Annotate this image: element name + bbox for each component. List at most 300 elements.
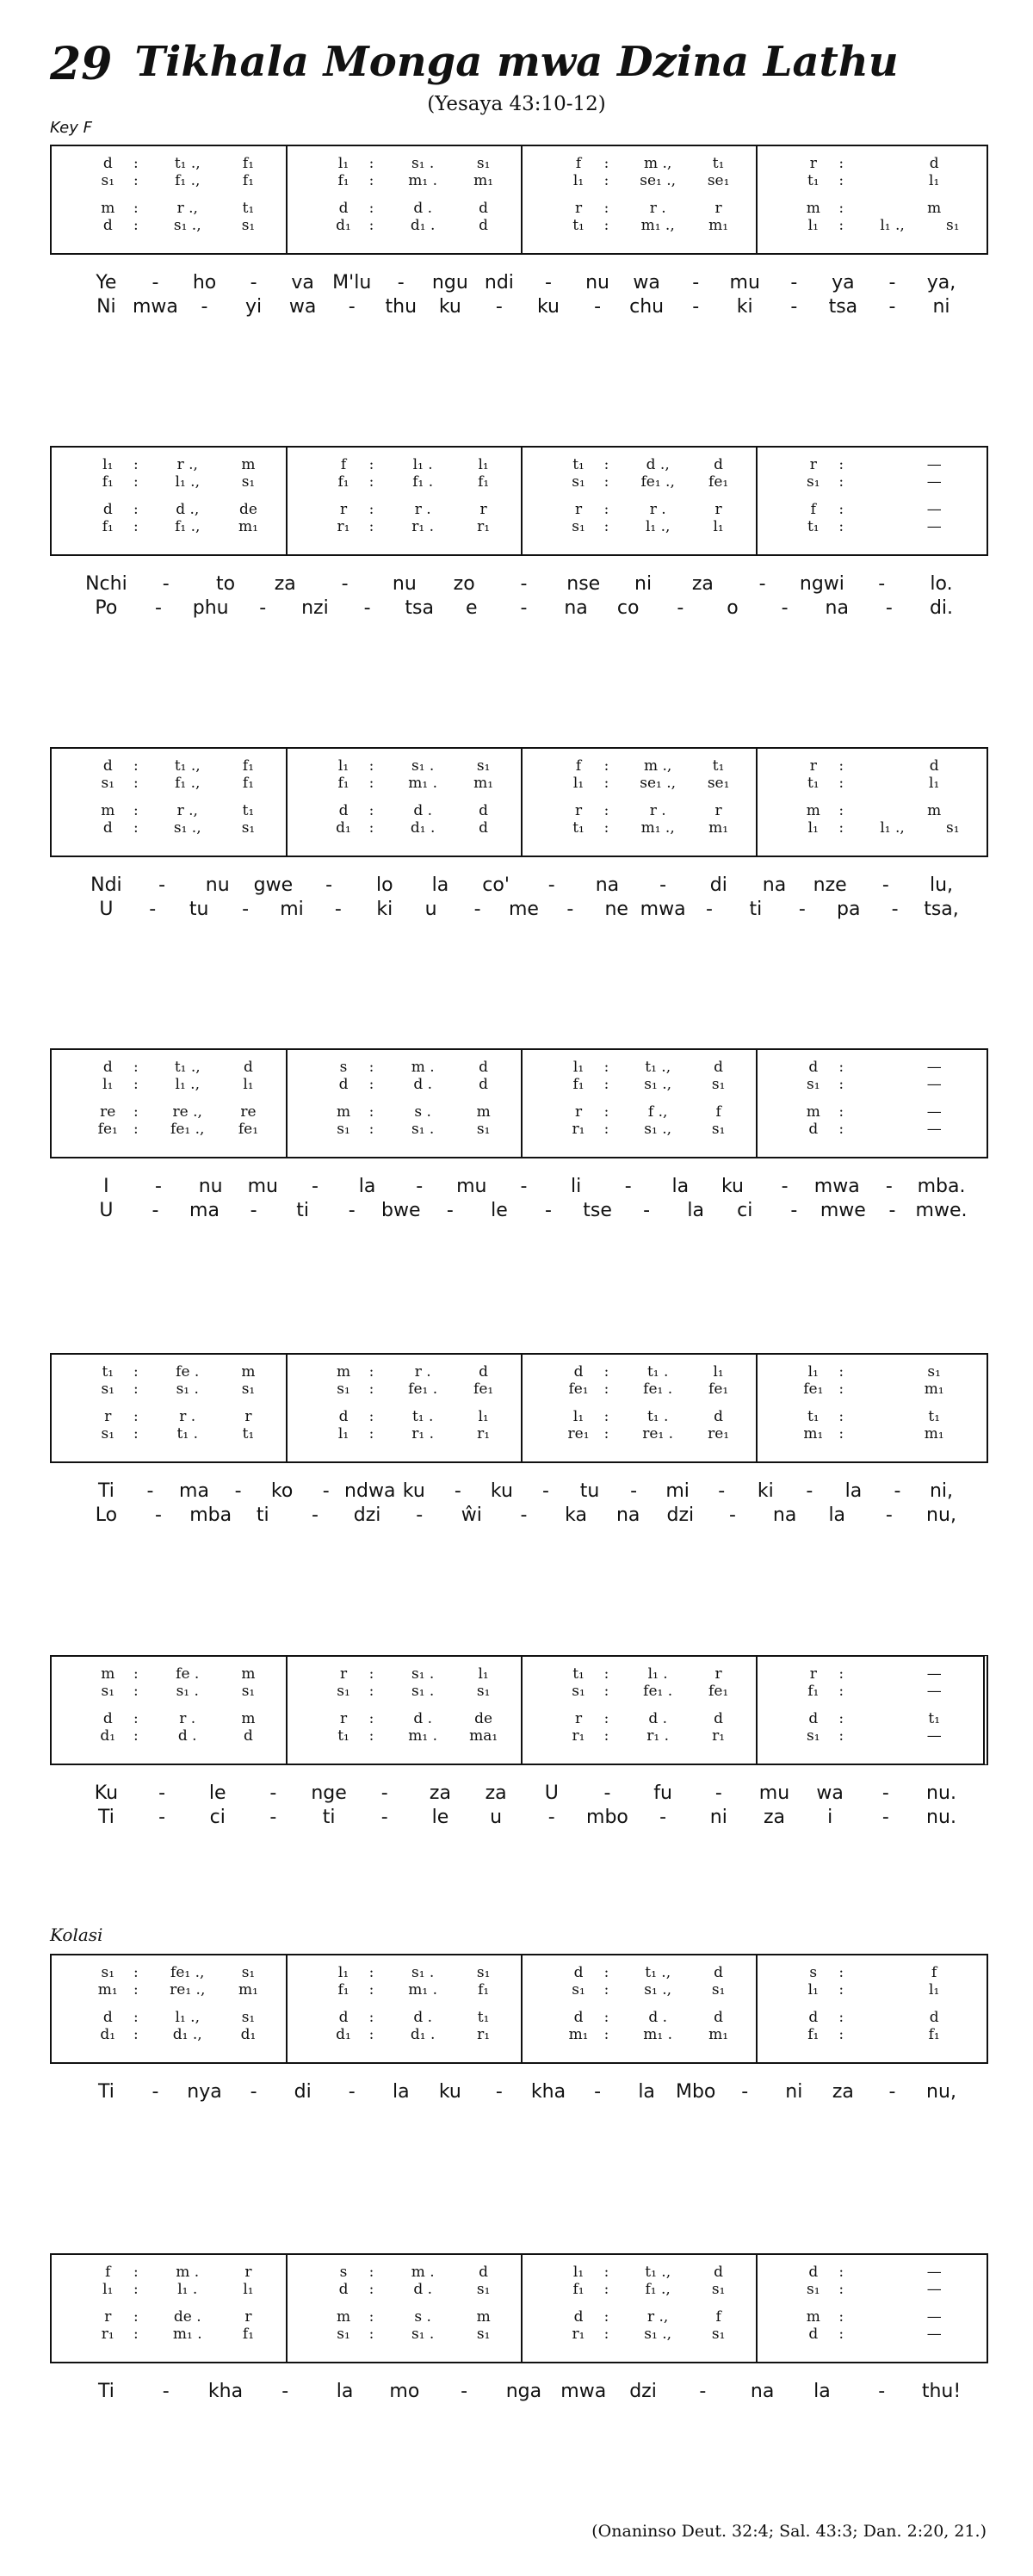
solfa-note: r <box>574 1710 583 1727</box>
solfa-note: r <box>574 200 583 217</box>
beat-colon: : <box>368 1076 374 1093</box>
solfa-note: f <box>575 155 582 172</box>
solfa-measure <box>52 1955 286 2062</box>
solfa-note: r₁ . <box>411 518 435 535</box>
lyric-line <box>50 272 988 298</box>
lyric-syllable: - <box>885 1504 893 1526</box>
solfa-note: r <box>244 1408 252 1425</box>
solfa-note: d <box>479 1059 489 1076</box>
solfa-note: l₁ ., <box>880 217 905 234</box>
solfa-measure <box>286 1657 521 1764</box>
solfa-note: s₁ <box>101 775 115 792</box>
solfa-voice-row <box>758 775 990 794</box>
beat-colon: : <box>368 819 374 837</box>
solfa-note: d <box>929 2009 939 2026</box>
lyric-syllable: ni <box>709 1807 727 1828</box>
solfa-voice-row <box>523 1964 756 1983</box>
lyric-syllable: nu. <box>926 1807 956 1828</box>
beat-colon: : <box>838 456 844 473</box>
solfa-note: re₁ ., <box>170 1981 206 1998</box>
solfa-note: m . <box>411 1059 435 1076</box>
solfa-note: m . <box>411 2264 435 2281</box>
solfa-voice-row <box>52 1964 286 1983</box>
solfa-voice-row <box>52 2326 286 2344</box>
lyric-syllable: - <box>881 874 889 896</box>
lyric-syllable: - <box>894 1480 901 1502</box>
solfa-voice-row <box>52 172 286 191</box>
lyric-syllable: - <box>692 272 700 293</box>
solfa-note: de <box>238 501 257 518</box>
solfa-note: t₁ <box>572 217 585 234</box>
solfa-system <box>50 1655 988 1765</box>
lyric-syllable: mi <box>665 1480 690 1502</box>
lyric-syllable: va <box>291 272 314 293</box>
solfa-note: s₁ <box>241 1683 256 1700</box>
solfa-note: f₁ <box>928 2026 940 2043</box>
lyric-syllable: - <box>888 296 896 318</box>
lyric-syllable: - <box>881 1807 889 1828</box>
solfa-note: l₁ <box>807 217 819 234</box>
solfa-note: d . <box>413 2009 433 2026</box>
solfa-note: m <box>241 1665 256 1683</box>
lyric-syllable: - <box>790 296 798 318</box>
solfa-note: f₁ ., <box>175 172 201 189</box>
chorus-label: Kolasi <box>50 1924 103 1945</box>
lyric-syllable: mu <box>758 1782 790 1804</box>
beat-colon: : <box>368 1059 374 1076</box>
lyric-syllable: - <box>520 597 528 619</box>
solfa-voice-row <box>523 2308 756 2327</box>
solfa-voice-row <box>523 802 756 821</box>
solfa-voice-row <box>758 1727 990 1746</box>
solfa-note: d₁ . <box>410 2026 436 2043</box>
solfa-note: f <box>810 501 816 518</box>
beat-colon: : <box>603 819 609 837</box>
solfa-note: s₁ ., <box>644 2326 672 2343</box>
beat-colon: : <box>603 200 609 217</box>
solfa-note: fe₁ ., <box>640 473 675 491</box>
solfa-voice-row <box>758 1121 990 1140</box>
solfa-note: f <box>715 1103 721 1121</box>
lyric-syllable: ndwa <box>344 1480 396 1502</box>
solfa-voice-row <box>288 2009 521 2028</box>
solfa-measure <box>521 1050 756 1157</box>
solfa-note: d₁ <box>240 2026 257 2043</box>
lyric-syllable: - <box>878 573 886 595</box>
solfa-note: d <box>573 1964 584 1981</box>
lyric-syllable: M'lu <box>332 272 372 293</box>
solfa-note: s₁ . <box>176 1381 199 1398</box>
solfa-measure <box>521 1955 756 2062</box>
solfa-voice-row <box>758 1363 990 1382</box>
lyric-syllable: dzi <box>666 1504 695 1526</box>
solfa-voice-row <box>288 2281 521 2300</box>
solfa-voice-row <box>288 518 521 537</box>
beat-colon: : <box>133 1381 139 1398</box>
solfa-voice-row <box>758 200 990 219</box>
solfa-note: s₁ <box>807 473 820 491</box>
solfa-note: d <box>808 2264 819 2281</box>
solfa-voice-row <box>758 2308 990 2327</box>
solfa-note: t₁ <box>242 200 255 217</box>
solfa-voice-row <box>288 1408 521 1427</box>
lyric-syllable: la <box>336 2381 354 2402</box>
solfa-note: s₁ <box>711 1981 726 1998</box>
solfa-note: — <box>926 473 942 491</box>
solfa-note: d <box>808 1710 819 1727</box>
beat-colon: : <box>368 501 374 518</box>
solfa-voice-row <box>758 1981 990 2000</box>
beat-colon: : <box>368 775 374 792</box>
lyric-syllable: - <box>334 899 342 920</box>
beat-colon: : <box>603 757 609 775</box>
lyric-syllable: mwa <box>813 1176 860 1197</box>
solfa-note: m₁ . <box>643 2026 673 2043</box>
solfa-note: r <box>244 2308 252 2326</box>
lyric-syllable: tsa, <box>924 899 959 920</box>
lyric-syllable: - <box>520 1504 528 1526</box>
lyric-syllable: - <box>446 1200 454 1221</box>
solfa-note: m <box>241 456 256 473</box>
solfa-note: d <box>929 155 939 172</box>
solfa-voice-row <box>52 155 286 174</box>
lyric-syllable: - <box>888 1200 896 1221</box>
solfa-note: f₁ <box>807 1683 820 1700</box>
lyric-syllable: mwa <box>640 899 686 920</box>
solfa-note: s₁ ., <box>644 1076 672 1093</box>
solfa-note: m <box>241 1363 256 1381</box>
lyric-syllable: ti <box>322 1807 336 1828</box>
lyric-syllable: Mbo <box>675 2081 716 2103</box>
solfa-measure <box>756 146 990 253</box>
lyric-syllable: - <box>162 2381 170 2402</box>
solfa-voice-row <box>523 1425 756 1444</box>
beat-colon: : <box>368 1964 374 1981</box>
solfa-note: d₁ <box>336 819 351 837</box>
solfa-note: d <box>338 1408 349 1425</box>
solfa-note: s <box>339 1059 348 1076</box>
solfa-note: l₁ <box>243 2281 254 2298</box>
solfa-note: t₁ ., <box>645 1059 671 1076</box>
solfa-voice-row <box>52 1059 286 1078</box>
solfa-note: s₁ <box>476 1683 491 1700</box>
solfa-voice-row <box>758 1964 990 1983</box>
lyric-syllable: la <box>671 1176 690 1197</box>
solfa-note: f₁ . <box>412 473 434 491</box>
lyric-syllable: co' <box>482 874 510 896</box>
beat-colon: : <box>838 518 844 535</box>
lyric-syllable: nu, <box>926 2081 956 2103</box>
lyric-syllable: ya <box>832 272 855 293</box>
beat-colon: : <box>838 1665 844 1683</box>
key-signature: Key F <box>50 119 92 137</box>
solfa-note: l₁ . <box>647 1665 668 1683</box>
beat-colon: : <box>838 2026 844 2043</box>
lyric-syllable: ci <box>737 1200 753 1221</box>
beat-colon: : <box>603 2264 609 2281</box>
solfa-note: m <box>101 1665 115 1683</box>
lyric-syllable: la <box>392 2081 410 2103</box>
lyric-syllable: - <box>461 2381 468 2402</box>
lyric-syllable: dzi <box>629 2381 657 2402</box>
lyric-syllable: wa <box>288 296 317 318</box>
solfa-note: d₁ . <box>410 819 436 837</box>
solfa-note: d . <box>413 1710 433 1727</box>
solfa-measure <box>52 1355 286 1461</box>
lyric-syllable: mu <box>456 1176 487 1197</box>
solfa-note: re₁ <box>708 1425 730 1442</box>
lyric-syllable: - <box>881 1782 889 1804</box>
solfa-note: l₁ <box>337 155 349 172</box>
solfa-note: d <box>102 1059 113 1076</box>
solfa-note: m₁ <box>708 2026 729 2043</box>
lyric-syllable: - <box>269 1807 277 1828</box>
solfa-note: s₁ <box>476 2326 491 2343</box>
lyric-syllable: nzi <box>301 597 329 619</box>
solfa-note: t₁ <box>712 757 725 775</box>
solfa-note: — <box>926 456 942 473</box>
beat-colon: : <box>133 1665 139 1683</box>
solfa-note: f <box>340 456 347 473</box>
lyric-syllable: ni <box>785 2081 803 2103</box>
solfa-note: s₁ <box>572 1981 585 1998</box>
solfa-note: d <box>479 2264 489 2281</box>
solfa-voice-row <box>523 2009 756 2028</box>
beat-colon: : <box>838 1964 844 1981</box>
solfa-voice-row <box>288 2264 521 2283</box>
solfa-note: f₁ <box>337 172 349 189</box>
solfa-note: m₁ <box>708 217 729 234</box>
beat-colon: : <box>603 1727 609 1745</box>
lyric-syllable: - <box>259 597 267 619</box>
solfa-voice-row <box>288 1710 521 1729</box>
solfa-note: d ., <box>176 501 200 518</box>
beat-colon: : <box>368 2326 374 2343</box>
solfa-measure <box>521 1355 756 1461</box>
solfa-note: — <box>926 501 942 518</box>
lyric-syllable: ni <box>932 296 950 318</box>
solfa-note: fe₁ <box>473 1381 494 1398</box>
beat-colon: : <box>368 518 374 535</box>
beat-colon: : <box>838 1981 844 1998</box>
lyric-syllable: le <box>431 1807 449 1828</box>
solfa-note: r₁ <box>572 1727 585 1745</box>
lyric-syllable: - <box>416 1504 424 1526</box>
lyric-syllable: - <box>234 1480 242 1502</box>
solfa-note: l₁ <box>807 1363 819 1381</box>
solfa-note: m₁ ., <box>640 819 675 837</box>
lyric-syllable: e <box>466 597 478 619</box>
solfa-note: r . <box>649 200 666 217</box>
beat-colon: : <box>368 2026 374 2043</box>
lyric-syllable: mbo <box>586 1807 628 1828</box>
solfa-voice-row <box>523 2026 756 2045</box>
solfa-voice-row <box>52 1381 286 1399</box>
solfa-note: re ., <box>172 1103 202 1121</box>
solfa-voice-row <box>52 2026 286 2045</box>
solfa-note: d <box>102 757 113 775</box>
solfa-note: d <box>338 200 349 217</box>
lyric-line <box>50 1480 988 1506</box>
lyric-syllable: wa <box>633 272 660 293</box>
lyric-syllable: tse <box>583 1200 612 1221</box>
solfa-note: f₁ <box>242 2326 255 2343</box>
solfa-note: r₁ . <box>646 1727 670 1745</box>
lyric-syllable: - <box>152 272 159 293</box>
beat-colon: : <box>133 1059 139 1076</box>
solfa-note: m <box>806 802 820 819</box>
lyric-syllable: - <box>242 899 250 920</box>
solfa-voice-row <box>523 501 756 520</box>
solfa-voice-row <box>523 2326 756 2344</box>
solfa-note: r₁ <box>477 1425 491 1442</box>
lyric-syllable: - <box>155 1176 163 1197</box>
solfa-note: s₁ <box>101 1425 115 1442</box>
solfa-note: f <box>715 2308 721 2326</box>
lyric-syllable: thu <box>385 296 418 318</box>
solfa-note: s₁ ., <box>173 819 201 837</box>
lyric-syllable: - <box>322 1480 330 1502</box>
solfa-note: s₁ <box>807 2281 820 2298</box>
solfa-note: r <box>714 200 722 217</box>
lyric-syllable: yi <box>245 296 263 318</box>
solfa-note: — <box>926 1059 942 1076</box>
solfa-voice-row <box>52 473 286 492</box>
lyric-syllable: o <box>727 597 739 619</box>
solfa-system <box>50 1048 988 1158</box>
lyric-syllable: - <box>603 1782 611 1804</box>
lyric-syllable: mu <box>729 272 760 293</box>
solfa-note: s₁ <box>241 819 256 837</box>
solfa-note: fe₁ <box>708 1683 729 1700</box>
solfa-note: d₁ <box>100 1727 116 1745</box>
solfa-voice-row <box>523 155 756 174</box>
solfa-note: f₁ <box>242 155 255 172</box>
solfa-voice-row <box>758 2009 990 2028</box>
lyric-line <box>50 1807 988 1832</box>
beat-colon: : <box>838 217 844 234</box>
lyric-syllable: ne <box>604 899 628 920</box>
beat-colon: : <box>368 172 374 189</box>
solfa-note: r <box>714 1665 722 1683</box>
lyric-syllable: - <box>594 296 602 318</box>
beat-colon: : <box>133 473 139 491</box>
solfa-note: — <box>926 1076 942 1093</box>
lyric-syllable: - <box>659 1807 667 1828</box>
solfa-note: s₁ <box>572 1683 585 1700</box>
lyric-syllable: pa <box>836 899 861 920</box>
beat-colon: : <box>838 1059 844 1076</box>
lyric-syllable: tsa <box>828 296 858 318</box>
solfa-note: l₁ <box>102 456 114 473</box>
solfa-note: r <box>809 456 817 473</box>
beat-colon: : <box>368 1981 374 1998</box>
beat-colon: : <box>133 1425 139 1442</box>
beat-colon: : <box>603 1059 609 1076</box>
beat-colon: : <box>603 518 609 535</box>
lyric-syllable: - <box>728 1504 736 1526</box>
solfa-voice-row <box>758 819 990 838</box>
solfa-note: l₁ <box>478 1408 489 1425</box>
solfa-note: r . <box>649 802 666 819</box>
lyric-syllable: ki <box>757 1480 774 1502</box>
solfa-voice-row <box>288 1121 521 1140</box>
solfa-voice-row <box>758 1710 990 1729</box>
lyric-syllable: lo <box>375 874 393 896</box>
beat-colon: : <box>838 1121 844 1138</box>
solfa-voice-row <box>52 775 286 794</box>
lyric-syllable: fu <box>653 1782 672 1804</box>
solfa-note: fe₁ <box>708 1381 729 1398</box>
solfa-note: f₁ ., <box>645 2281 671 2298</box>
lyric-syllable: na <box>615 1504 640 1526</box>
solfa-note: s₁ <box>711 1076 726 1093</box>
solfa-note: t₁ <box>712 155 725 172</box>
solfa-note: s . <box>414 1103 431 1121</box>
lyric-syllable: - <box>158 1807 166 1828</box>
solfa-note: m <box>806 2308 820 2326</box>
solfa-voice-row <box>758 757 990 776</box>
solfa-note: s₁ <box>101 1683 115 1700</box>
solfa-note: d <box>102 1710 113 1727</box>
solfa-voice-row <box>758 1425 990 1444</box>
lyric-syllable: na <box>564 597 588 619</box>
solfa-voice-row <box>288 172 521 191</box>
solfa-note: m₁ ., <box>640 217 675 234</box>
lyric-syllable: - <box>885 597 893 619</box>
lyric-syllable: U <box>99 1200 114 1221</box>
solfa-system <box>50 1353 988 1463</box>
solfa-note: d <box>244 1727 253 1745</box>
solfa-note: t₁ <box>807 518 820 535</box>
solfa-note: d <box>338 2009 349 2026</box>
beat-colon: : <box>133 456 139 473</box>
lyric-syllable: mi <box>280 899 304 920</box>
solfa-note: d . <box>413 2281 433 2298</box>
solfa-voice-row <box>758 155 990 174</box>
solfa-note: l₁ . <box>412 456 433 473</box>
solfa-note: s₁ . <box>411 2326 435 2343</box>
solfa-system <box>50 446 988 556</box>
lyric-syllable: bwe <box>381 1200 421 1221</box>
beat-colon: : <box>838 1076 844 1093</box>
solfa-note: f₁ ., <box>175 775 201 792</box>
solfa-note: se₁ <box>707 775 730 792</box>
beat-colon: : <box>838 200 844 217</box>
beat-colon: : <box>603 1665 609 1683</box>
solfa-note: — <box>926 1665 942 1683</box>
solfa-note: s₁ . <box>411 1121 435 1138</box>
lyric-syllable: - <box>495 2081 503 2103</box>
lyric-syllable: - <box>269 1782 277 1804</box>
solfa-note: s₁ <box>946 819 960 837</box>
solfa-voice-row <box>52 1076 286 1095</box>
lyric-syllable: - <box>630 1480 638 1502</box>
lyric-syllable: - <box>250 1200 257 1221</box>
solfa-note: m <box>927 200 942 217</box>
solfa-measure <box>756 1050 990 1157</box>
solfa-note: s₁ <box>476 1121 491 1138</box>
solfa-note: m <box>927 802 942 819</box>
scripture-reference: (Yesaya 43:10-12) <box>427 93 606 115</box>
beat-colon: : <box>603 775 609 792</box>
solfa-note: r₁ <box>477 2026 491 2043</box>
lyric-syllable: - <box>158 874 166 896</box>
lyric-syllable: - <box>363 597 371 619</box>
solfa-note: d ., <box>646 456 670 473</box>
lyric-syllable: - <box>790 272 798 293</box>
solfa-note: t₁ <box>807 1408 820 1425</box>
